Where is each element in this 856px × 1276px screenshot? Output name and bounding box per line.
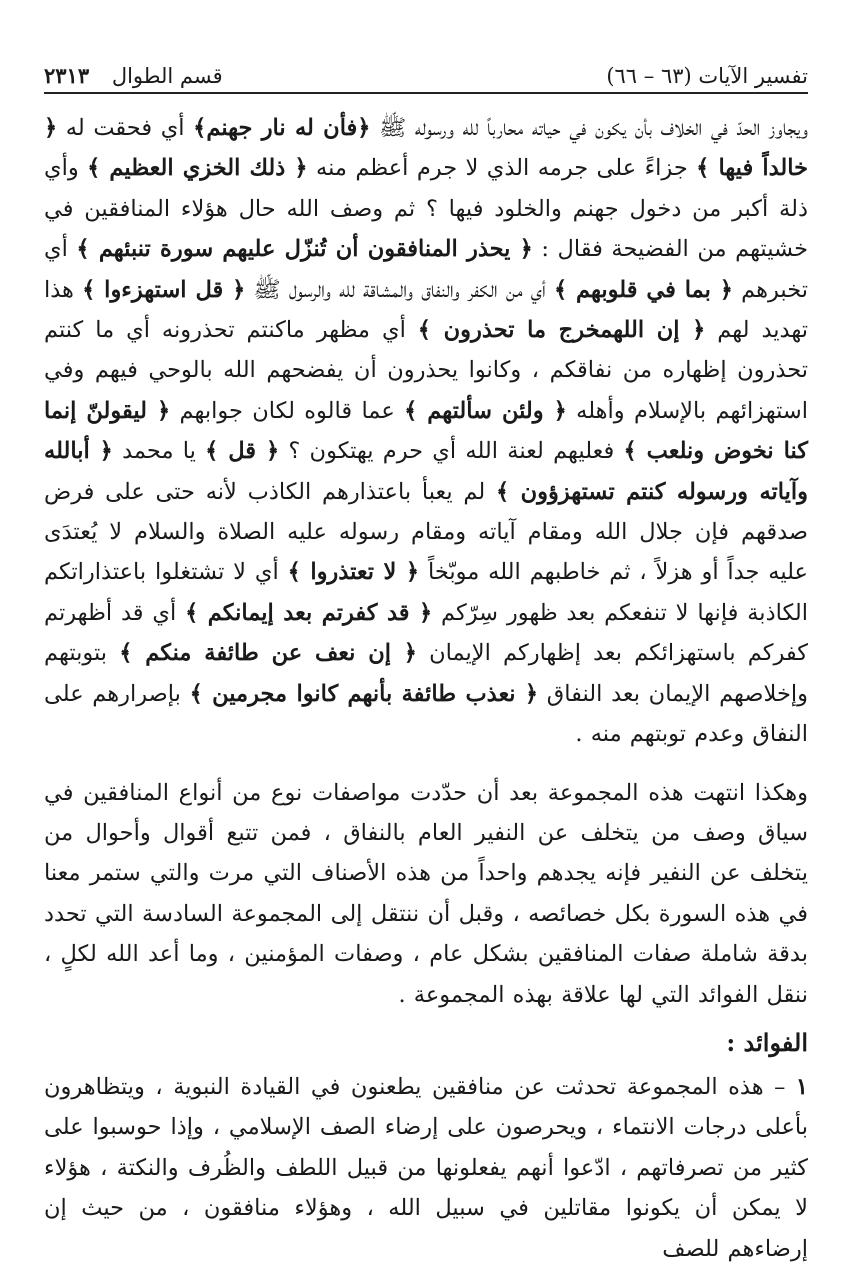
text-run: جزاءً على جرمه الذي لا جرم أعظم منه (307, 155, 697, 182)
tafsir-paragraph (44, 108, 808, 755)
text-run: بتوبتهم وإخلاصهم الإيمان بعد النفاق (44, 640, 808, 707)
quran-quote: ﴿فأن له نار جهنم﴾ (193, 115, 371, 141)
paragraph-gap (44, 755, 808, 773)
text-run: أي فحقت له (57, 115, 194, 141)
header-left (44, 63, 223, 88)
page-number: ٢٣١٣ (44, 63, 90, 88)
quran-quote: ﴿ قد كفرتم بعد إيمانكم ﴾ (185, 599, 433, 626)
quran-quote: ﴿ قل ﴾ (205, 438, 280, 465)
quran-quote: ﴿ يحذر المنافقون أن تُنزّل عليهم سورة تنبئهم ﴾ (76, 236, 533, 263)
quran-quote: ﴿ إن اللهمخرج ما تحذرون ﴾ (417, 317, 706, 344)
section-name: قسم الطوال (111, 64, 223, 88)
text-run: هذا تهديد لهم (44, 276, 808, 344)
benefit-number: ١ (795, 1073, 808, 1100)
text-run: عما قالوه لكان جوابهم (170, 397, 405, 424)
summary-paragraph: وهكذا انتهت هذه المجموعة بعد أن حدّدت مواصفات نوع من أنواع المنافقين في سياق وصف من يتخلف عن النفير العام بالنفاق ، فمن تتبع أقوال وأحوال من يتخلف عن النفير فإنه يجدهم واحداً من هذه الأصناف التي مرت والتي ستمر معنا في هذه السورة بكل خصائصه ، وقبل أن ننتقل إلى المجموعة السادسة التي تحدد بدقة شاملة صفات المنافقين بشكل عام ، وصفات المؤمنين ، وما أعد الله لكلٍ ، ننقل الفوائد التي لها علاقة بهذه المجموعة . (44, 779, 808, 1008)
benefit-item (44, 1067, 808, 1269)
page-header (44, 52, 808, 94)
quran-quote: ﴿ لا تعتذروا ﴾ (287, 559, 420, 586)
quran-quote: ﴿ بما في قلوبهم ﴾ (554, 276, 733, 303)
text-run: أي لا تشتغلوا باعتذاراتكم الكاذبة فإنها لا تنفعكم بعد ظهور سِرّكم (44, 559, 808, 626)
benefits-heading: الفوائد : (726, 1027, 808, 1057)
text-run: أي من الكفر والنفاق والمشاقة لله والرسول ﷺ (245, 276, 554, 303)
text-run: أي مظهر ماكنتم تحذرونه أي ما كنتم تحذرون إظهاره من نفاقكم ، وكانوا يحذرون أن يفضحهم الله بالوحي فيهم وفي استهزائهم بالإسلام وأهله (44, 317, 808, 424)
text-run: لم يعبأ باعتذارهم الكاذب لأنه حتى على فرض صدقهم فإن جلال الله ومقام آياته ومقام رسوله عليه الصلاة والسلام لا يُعتدَى عليه جداً أو هزلاً ، ثم خاطبهم الله موبّخاً (44, 478, 808, 586)
quran-quote: ﴿ ولئن سألتهم ﴾ (404, 397, 567, 424)
text-run: ويجاوز الحدّ في الخلاف بأن يكون في حياته محارباً لله ورسوله ﷺ (370, 115, 808, 141)
text-run: أي تخبرهم (44, 236, 808, 303)
text-run: بإصرارهم على النفاق وعدم توبتهم منه . (44, 680, 808, 748)
quran-quote: ﴿ خالداً فيها ﴾ (44, 115, 808, 182)
running-title: تفسير الآيات (٦٣ – ٦٦) (606, 64, 808, 88)
quran-quote: ﴿ ذلك الخزي العظيم ﴾ (87, 155, 308, 182)
text-run: فعليهم لعنة الله أي حرم يهتكون ؟ (279, 438, 624, 465)
text-run: أي قد أظهرتم كفركم باستهزائكم بعد إظهاركم الإيمان (44, 599, 808, 667)
benefit-text: – هذه المجموعة تحدثت عن منافقين يطعنون في القيادة النبوية ، ويتظاهرون بأعلى درجات الانتماء ، ويحرصون على إرضاء الصف الإسلامي ، وإذا حوسبوا على كثير من تصرفاتهم ، ادّعوا أنهم يفعلونها من قبيل اللطف والظُرف والنكتة ، هؤلاء لا يمكن أن يكونوا مقاتلين في سبيل الله ، وهؤلاء منافقون ، من حيث إن إرضاءهم للصف (44, 1073, 808, 1262)
quran-quote: ﴿ نعذب طائفة بأنهم كانوا مجرمين ﴾ (189, 680, 539, 707)
quran-quote: ﴿ أبالله وآياته ورسوله كنتم تستهزؤون ﴾ (44, 438, 809, 505)
quran-quote: ﴿ ليقولنّ إنما كنا نخوض ونلعب ﴾ (44, 397, 808, 465)
text-run: وأي ذلة أكبر من دخول جهنم والخلود فيها ؟ ثم وصف الله حال هؤلاء المنافقين في خشيتهم من الفضيحة فقال : (44, 155, 808, 263)
quran-quote: ﴿ قل استهزءوا ﴾ (82, 276, 246, 303)
text-run: يا محمد (112, 438, 206, 465)
quran-quote: ﴿ إن نعف عن طائفة منكم ﴾ (119, 640, 417, 667)
